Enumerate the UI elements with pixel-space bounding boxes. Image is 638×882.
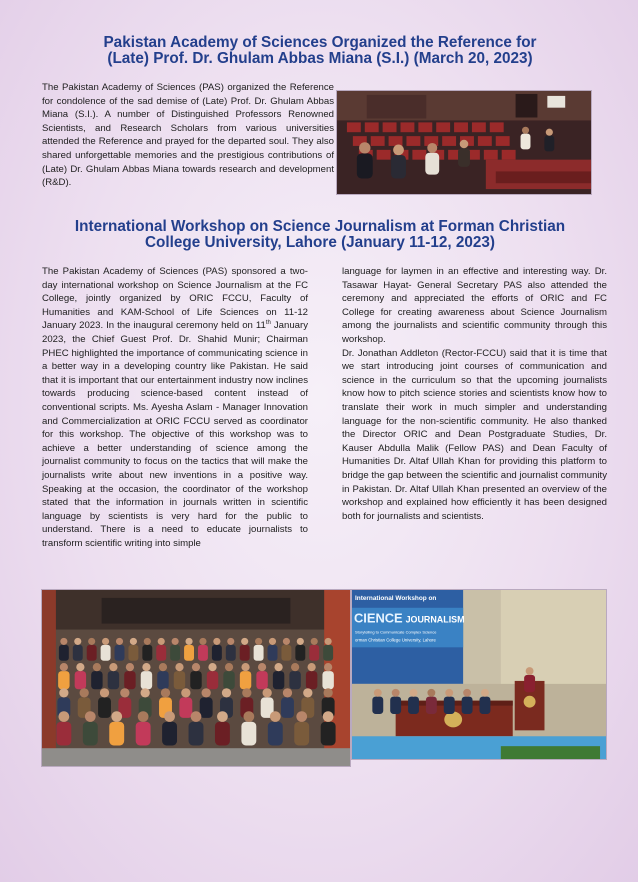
screen-text-line-5: orman Christian College University, Lahore [354, 637, 436, 643]
section-2-left-column [42, 265, 308, 550]
ordinal-suffix: th [265, 320, 271, 327]
section-1-paragraph: The Pakistan Academy of Sciences (PAS) organized the Reference for condolence of the sad demise of (Late) Prof. Dr. Ghulam Abbas Miana (S.I.). A number of Distinguished Professors Renowned Scientists, and Research Scholars from various universities attended the Reference and prayed for the departed soul. They also shared unforgettable memories and the prestigious contributions of (Late) Dr. Ghulam Abbas Miana towards research and development (R&D). [42, 82, 334, 189]
workshop-panel-photo [351, 589, 607, 760]
section-2-heading [40, 219, 600, 251]
screen-text-line-2: CIENCE [353, 610, 403, 626]
workshop-group-photo [41, 589, 351, 767]
section-2-right-paragraph-2: Dr. Jonathan Addleton (Rector-FCCU) said that it is time that we start introducing joint courses of communication and science in the curriculum so that the upcoming journalists know how to pitch science stories and scientists know how to translate their work in much simpler and understanding language for the non-scientific community. He also thanked the Director ORIC and Dean Postgraduate Studies, Dr. Kauser Abdulla Malik (Fellow PAS) and Dean Faculty of Humanities Dr. Altaf Ullah Khan for providing this platform to bridge the gap between the scientific and journalist community in Pakistan. Dr. Altaf Ullah Khan presented an overview of the workshop and explained how efficiently it has been designed both for journalists and scientists. [342, 347, 607, 522]
section-1-heading [40, 35, 600, 67]
left-text-part-2: January 2023, the Chief Guest Prof. Dr. Shahid Munir; Chairman PHEC highlighted the importance of communicating science in a better way in a developing country like Pakistan. He said that it is important that our entertainment industry now inclines towards producing science-based content instead of conventional scripts. Ms. Ayesha Aslam - Manager Innovation and Commercialization at ORIC FCCU served as coordinator for this workshop. The objective of this workshop was to achieve a better understanding of science among the journalist community to focus on the tactics that will make the journalists write about new inventions in a positive way. Speaking at the occasion, the coordinator of the workshop stated that the information in journals written in scientific language by scientists is very hard for the public to understand. There is a need to educate journalists to transform scientific writing into simple [42, 320, 308, 549]
left-text-part-1: The Pakistan Academy of Sciences (PAS) sponsored a two-day international workshop on Science Journalism at the FC College, jointly organized by ORIC FCCU, Faculty of Humanities and KAM-School of Life Sciences on 11-12 January 2023. In the inaugural ceremony held on 11 [42, 266, 308, 332]
reference-ceremony-photo [336, 90, 592, 195]
section-1-title-line-2: (Late) Prof. Dr. Ghulam Abbas Miana (S.I.) (March 20, 2023) [107, 50, 533, 67]
screen-text-line-3: JOURNALISM [405, 614, 465, 625]
section-2-right-column [342, 265, 607, 523]
screen-text-line-1: International Workshop on [354, 594, 437, 602]
section-2-title-line-2: College University, Lahore (January 11-12, 2023) [145, 234, 495, 251]
section-1-title-line-1: Pakistan Academy of Sciences Organized the Reference for [103, 34, 537, 51]
section-2-right-paragraph-1: language for laymen in an effective and interesting way. Dr. Tasawar Hayat- General Secretary PAS also attended the ceremony and appreciated the efforts of ORIC and FC College for creating awareness about Science Journalism among the journalists and scientific community through this workshop. [342, 266, 607, 345]
section-2-title-line-1: International Workshop on Science Journalism at Forman Christian [74, 218, 566, 235]
screen-text-line-4: Storytelling to Communicate Complex Science [354, 629, 437, 635]
section-1-body [42, 81, 334, 190]
section-2-left-paragraph [42, 265, 308, 550]
